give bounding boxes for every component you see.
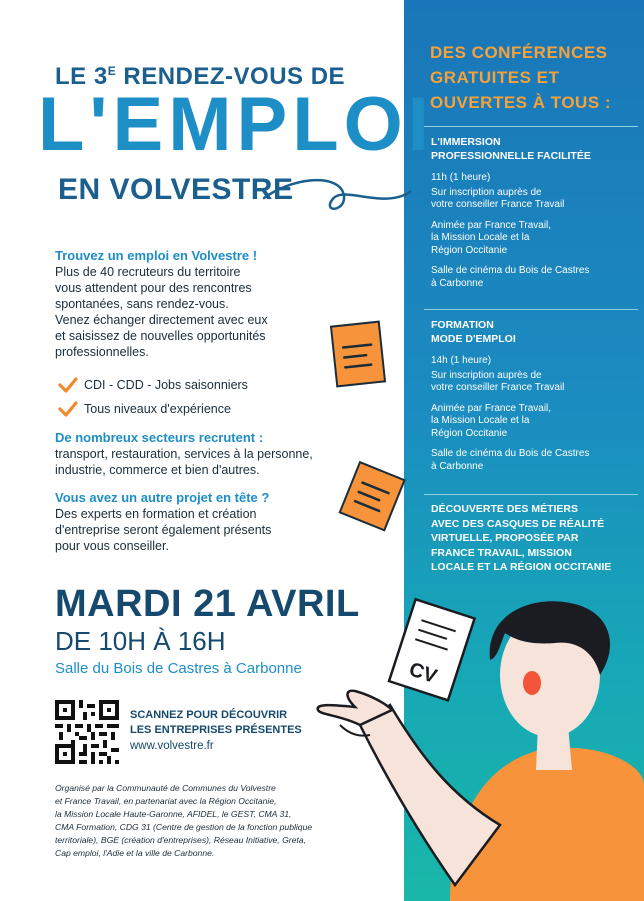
session-place: Salle de cinéma du Bois de Castres à Carbonne (431, 448, 590, 472)
intro-text: Plus de 40 recruteurs du territoire vous attendent pour des rencontres spontanées, sans rendez-vous. Venez échanger directement avec eux et saisissez de nouvelles opportunités professionnelles. (55, 265, 268, 359)
swirl-decoration (262, 170, 412, 240)
session-inscription: Sur inscription auprès de votre conseiller France Travail (431, 186, 565, 210)
divider (424, 126, 638, 127)
note-icon (334, 460, 414, 534)
title-volvestre: EN VOLVESTRE (58, 173, 294, 206)
session-formation (431, 318, 636, 473)
divider (424, 309, 638, 310)
person-illustration (300, 585, 644, 901)
sectors-heading: De nombreux secteurs recrutent : (55, 430, 264, 445)
session-time: 11h (1 heure) (431, 172, 491, 183)
note-icon (326, 318, 390, 390)
project-text: Des experts en formation et création d'entreprise seront également présents pour vous conseiller. (55, 507, 272, 553)
session-animation: Animée par France Travail, la Mission Locale et la Région Occitanie (431, 219, 552, 256)
website-link[interactable]: www.volvestre.fr (130, 740, 214, 752)
check-levels: Tous niveaux d'expérience (58, 401, 231, 417)
conferences-title: DES CONFÉRENCES GRATUITES ET OUVERTES À TOUS : (430, 43, 612, 112)
cv-label: CV (406, 658, 440, 688)
event-date: MARDI 21 AVRIL (55, 583, 360, 625)
session-animation: Animée par France Travail, la Mission Locale et la Région Occitanie (431, 402, 552, 439)
intro-heading: Trouvez un emploi en Volvestre ! (55, 248, 258, 263)
title-emploi: L'EMPLOI (38, 82, 434, 167)
organizers-footer: Organisé par la Communauté de Communes du Volvestre et France Travail, en partenariat avec la Région Occitanie, la Mission Locale Haute-Garonne, AFIDEL, le GEST, CMA 31, CMA Formation, CDG 31 (Centre de gestion de la fonction publique territoriale), BGE (création d'entreprises), Réseau Initiative, Greta, Cap emploi, l'Adie et la ville de Carbonne. (55, 783, 313, 858)
project-heading: Vous avez un autre projet en tête ? (55, 490, 270, 505)
scan-instruction: SCANNEZ POUR DÉCOUVRIR LES ENTREPRISES PRÉSENTES (130, 709, 302, 736)
check-icon (58, 377, 78, 393)
vr-discovery: DÉCOUVERTE DES MÉTIERS AVEC DES CASQUES DE RÉALITÉ VIRTUELLE, PROPOSÉE PAR FRANCE TRAVAIL, MISSION LOCALE ET LA RÉGION OCCITANIE (431, 503, 612, 573)
check-icon (58, 401, 78, 417)
event-time: DE 10H À 16H (55, 626, 226, 656)
session-heading: L'IMMERSION PROFESSIONNELLE FACILITÉE (431, 136, 591, 162)
check-contracts: CDI - CDD - Jobs saisonniers (58, 377, 248, 393)
session-inscription: Sur inscription auprès de votre conseiller France Travail (431, 369, 565, 393)
qr-code[interactable] (55, 700, 119, 764)
session-time: 14h (1 heure) (431, 355, 492, 366)
title-line1: LE $3^E$ RENDEZ-VOUS DE (55, 63, 346, 90)
session-heading: FORMATION MODE D'EMPLOI (431, 319, 516, 345)
divider (424, 494, 638, 495)
session-immersion (431, 135, 636, 290)
sectors-text: transport, restauration, services à la personne, industrie, commerce et bien d'autres. (55, 447, 313, 477)
event-place: Salle du Bois de Castres à Carbonne (55, 660, 302, 677)
session-place: Salle de cinéma du Bois de Castres à Carbonne (431, 265, 590, 289)
